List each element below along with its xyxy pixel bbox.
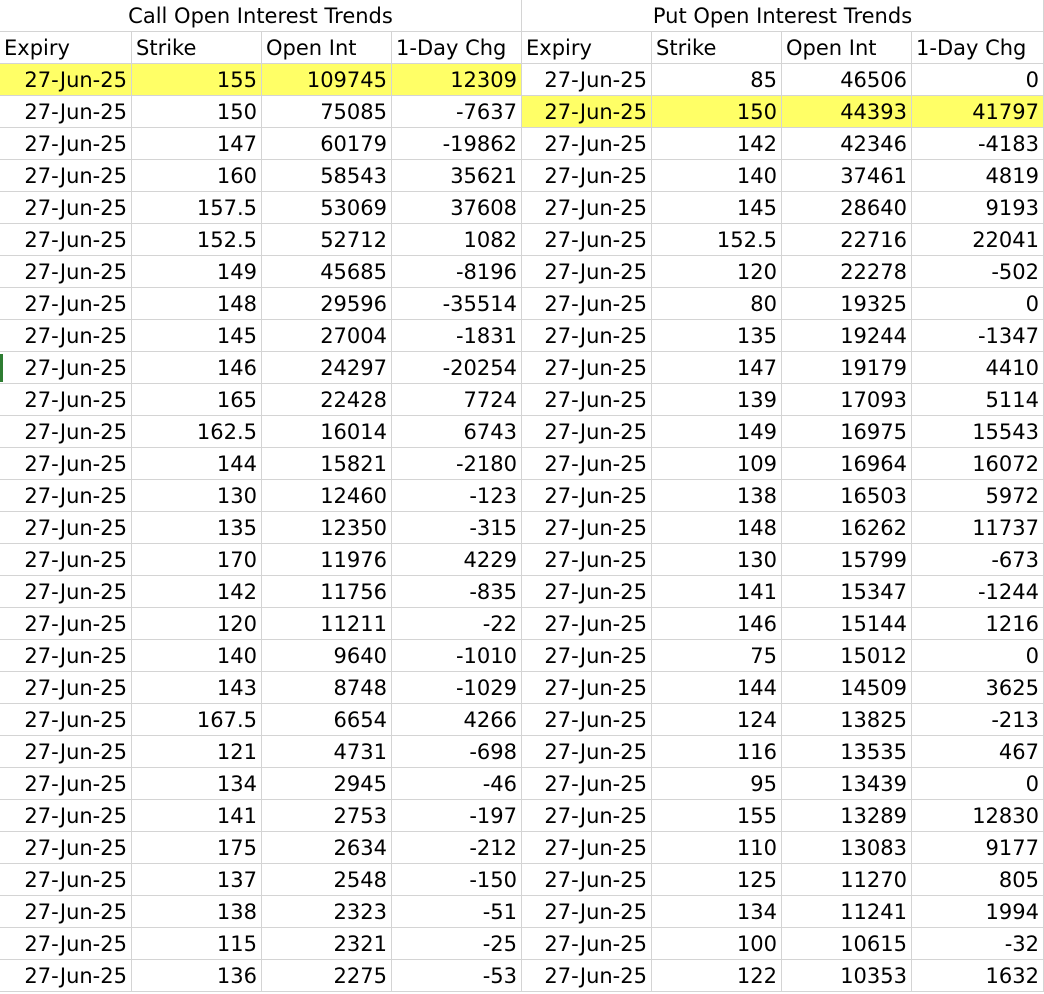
put-strike-cell[interactable]: 150 [652,96,782,128]
call-strike-cell[interactable]: 167.5 [132,704,262,736]
put-strike-cell[interactable]: 110 [652,832,782,864]
call-expiry-cell[interactable]: 27-Jun-25 [0,608,132,640]
call-open-int-cell[interactable]: 24297 [262,352,392,384]
put-expiry-cell[interactable]: 27-Jun-25 [522,576,652,608]
call-1-day-chg-cell[interactable]: -20254 [392,352,522,384]
put-1-day-chg-cell[interactable]: 5972 [912,480,1044,512]
put-expiry-cell[interactable]: 27-Jun-25 [522,672,652,704]
put-open-int-cell[interactable]: 13083 [782,832,912,864]
put-open-int-cell[interactable]: 19325 [782,288,912,320]
put-1-day-chg-cell[interactable]: -4183 [912,128,1044,160]
call-expiry-cell[interactable]: 27-Jun-25 [0,224,132,256]
call-open-int-cell[interactable]: 2323 [262,896,392,928]
put-1-day-chg-cell[interactable]: 41797 [912,96,1044,128]
put-open-int-cell[interactable]: 13439 [782,768,912,800]
put-strike-cell[interactable]: 145 [652,192,782,224]
call-expiry-cell[interactable]: 27-Jun-25 [0,96,132,128]
put-open-int-cell[interactable]: 22716 [782,224,912,256]
call-header-expiry[interactable]: Expiry [0,32,132,64]
put-1-day-chg-cell[interactable]: 4819 [912,160,1044,192]
put-open-int-cell[interactable]: 19179 [782,352,912,384]
put-expiry-cell[interactable]: 27-Jun-25 [522,160,652,192]
call-strike-cell[interactable]: 136 [132,960,262,992]
put-strike-cell[interactable]: 147 [652,352,782,384]
call-1-day-chg-cell[interactable]: -19862 [392,128,522,160]
put-strike-cell[interactable]: 146 [652,608,782,640]
call-1-day-chg-cell[interactable]: 7724 [392,384,522,416]
call-strike-cell[interactable]: 135 [132,512,262,544]
put-strike-cell[interactable]: 95 [652,768,782,800]
put-1-day-chg-cell[interactable]: -502 [912,256,1044,288]
call-strike-cell[interactable]: 137 [132,864,262,896]
call-1-day-chg-cell[interactable]: 37608 [392,192,522,224]
put-header-open-int[interactable]: Open Int [782,32,912,64]
call-open-int-cell[interactable]: 15821 [262,448,392,480]
put-expiry-cell[interactable]: 27-Jun-25 [522,800,652,832]
call-open-int-cell[interactable]: 45685 [262,256,392,288]
put-1-day-chg-cell[interactable]: -673 [912,544,1044,576]
call-open-int-cell[interactable]: 2753 [262,800,392,832]
put-strike-cell[interactable]: 80 [652,288,782,320]
call-expiry-cell[interactable]: 27-Jun-25 [0,416,132,448]
put-1-day-chg-cell[interactable]: 3625 [912,672,1044,704]
call-1-day-chg-cell[interactable]: -8196 [392,256,522,288]
put-strike-cell[interactable]: 116 [652,736,782,768]
put-strike-cell[interactable]: 139 [652,384,782,416]
put-header-1-day-chg[interactable]: 1-Day Chg [912,32,1044,64]
put-expiry-cell[interactable]: 27-Jun-25 [522,544,652,576]
put-expiry-cell[interactable]: 27-Jun-25 [522,256,652,288]
put-open-int-cell[interactable]: 42346 [782,128,912,160]
call-expiry-cell[interactable]: 27-Jun-25 [0,480,132,512]
call-strike-cell[interactable]: 144 [132,448,262,480]
put-open-int-cell[interactable]: 13825 [782,704,912,736]
put-1-day-chg-cell[interactable]: 1632 [912,960,1044,992]
call-open-int-cell[interactable]: 29596 [262,288,392,320]
call-expiry-cell[interactable]: 27-Jun-25 [0,800,132,832]
call-open-int-cell[interactable]: 6654 [262,704,392,736]
put-expiry-cell[interactable]: 27-Jun-25 [522,64,652,96]
call-1-day-chg-cell[interactable]: 12309 [392,64,522,96]
call-open-int-cell[interactable]: 9640 [262,640,392,672]
put-open-int-cell[interactable]: 11270 [782,864,912,896]
put-open-int-cell[interactable]: 13289 [782,800,912,832]
put-open-int-cell[interactable]: 28640 [782,192,912,224]
put-strike-cell[interactable]: 155 [652,800,782,832]
put-strike-cell[interactable]: 122 [652,960,782,992]
put-expiry-cell[interactable]: 27-Jun-25 [522,480,652,512]
call-open-int-cell[interactable]: 2634 [262,832,392,864]
call-expiry-cell[interactable]: 27-Jun-25 [0,64,132,96]
put-open-int-cell[interactable]: 13535 [782,736,912,768]
call-open-int-cell[interactable]: 58543 [262,160,392,192]
put-expiry-cell[interactable]: 27-Jun-25 [522,416,652,448]
call-expiry-cell[interactable]: 27-Jun-25 [0,384,132,416]
put-open-int-cell[interactable]: 16975 [782,416,912,448]
call-header-1-day-chg[interactable]: 1-Day Chg [392,32,522,64]
call-strike-cell[interactable]: 120 [132,608,262,640]
put-1-day-chg-cell[interactable]: -213 [912,704,1044,736]
call-1-day-chg-cell[interactable]: -212 [392,832,522,864]
put-strike-cell[interactable]: 140 [652,160,782,192]
call-open-int-cell[interactable]: 4731 [262,736,392,768]
call-open-int-cell[interactable]: 16014 [262,416,392,448]
call-expiry-cell[interactable]: 27-Jun-25 [0,864,132,896]
call-strike-cell[interactable]: 146 [132,352,262,384]
call-expiry-cell[interactable]: 27-Jun-25 [0,256,132,288]
put-1-day-chg-cell[interactable]: 9177 [912,832,1044,864]
call-header-open-int[interactable]: Open Int [262,32,392,64]
put-1-day-chg-cell[interactable]: 4410 [912,352,1044,384]
put-expiry-cell[interactable]: 27-Jun-25 [522,640,652,672]
call-1-day-chg-cell[interactable]: -698 [392,736,522,768]
put-strike-cell[interactable]: 100 [652,928,782,960]
call-strike-cell[interactable]: 162.5 [132,416,262,448]
call-1-day-chg-cell[interactable]: -835 [392,576,522,608]
call-open-int-cell[interactable]: 12350 [262,512,392,544]
call-open-int-cell[interactable]: 8748 [262,672,392,704]
put-strike-cell[interactable]: 125 [652,864,782,896]
put-open-int-cell[interactable]: 15144 [782,608,912,640]
call-open-int-cell[interactable]: 27004 [262,320,392,352]
put-1-day-chg-cell[interactable]: 1216 [912,608,1044,640]
call-1-day-chg-cell[interactable]: 4266 [392,704,522,736]
call-strike-cell[interactable]: 152.5 [132,224,262,256]
put-1-day-chg-cell[interactable]: 11737 [912,512,1044,544]
put-expiry-cell[interactable]: 27-Jun-25 [522,192,652,224]
call-expiry-cell[interactable]: 27-Jun-25 [0,352,132,384]
call-expiry-cell[interactable]: 27-Jun-25 [0,768,132,800]
put-expiry-cell[interactable]: 27-Jun-25 [522,960,652,992]
put-1-day-chg-cell[interactable]: 0 [912,64,1044,96]
put-open-int-cell[interactable]: 15012 [782,640,912,672]
put-strike-cell[interactable]: 142 [652,128,782,160]
call-1-day-chg-cell[interactable]: 4229 [392,544,522,576]
call-open-int-cell[interactable]: 109745 [262,64,392,96]
put-open-int-cell[interactable]: 10353 [782,960,912,992]
put-strike-cell[interactable]: 148 [652,512,782,544]
call-open-int-cell[interactable]: 11976 [262,544,392,576]
call-open-int-cell[interactable]: 11756 [262,576,392,608]
call-open-int-cell[interactable]: 53069 [262,192,392,224]
put-strike-cell[interactable]: 134 [652,896,782,928]
call-strike-cell[interactable]: 130 [132,480,262,512]
put-strike-cell[interactable]: 120 [652,256,782,288]
put-1-day-chg-cell[interactable]: 16072 [912,448,1044,480]
put-strike-cell[interactable]: 109 [652,448,782,480]
put-1-day-chg-cell[interactable]: 15543 [912,416,1044,448]
put-expiry-cell[interactable]: 27-Jun-25 [522,608,652,640]
call-1-day-chg-cell[interactable]: 6743 [392,416,522,448]
put-strike-cell[interactable]: 130 [652,544,782,576]
put-strike-cell[interactable]: 144 [652,672,782,704]
call-strike-cell[interactable]: 149 [132,256,262,288]
call-expiry-cell[interactable]: 27-Jun-25 [0,544,132,576]
call-strike-cell[interactable]: 150 [132,96,262,128]
call-expiry-cell[interactable]: 27-Jun-25 [0,896,132,928]
put-strike-cell[interactable]: 124 [652,704,782,736]
call-1-day-chg-cell[interactable]: -53 [392,960,522,992]
row-marker [0,354,3,382]
call-expiry-cell[interactable]: 27-Jun-25 [0,960,132,992]
put-open-int-cell[interactable]: 37461 [782,160,912,192]
put-expiry-cell[interactable]: 27-Jun-25 [522,288,652,320]
call-expiry-cell[interactable]: 27-Jun-25 [0,160,132,192]
put-open-int-cell[interactable]: 44393 [782,96,912,128]
call-open-int-cell[interactable]: 2548 [262,864,392,896]
put-strike-cell[interactable]: 75 [652,640,782,672]
call-open-int-cell[interactable]: 60179 [262,128,392,160]
put-open-int-cell[interactable]: 15347 [782,576,912,608]
put-expiry-cell[interactable]: 27-Jun-25 [522,448,652,480]
put-strike-cell[interactable]: 85 [652,64,782,96]
put-1-day-chg-cell[interactable]: -1244 [912,576,1044,608]
call-open-int-cell[interactable]: 52712 [262,224,392,256]
call-expiry-cell[interactable]: 27-Jun-25 [0,448,132,480]
put-open-int-cell[interactable]: 16964 [782,448,912,480]
put-1-day-chg-cell[interactable]: -32 [912,928,1044,960]
call-strike-cell[interactable]: 175 [132,832,262,864]
put-open-int-cell[interactable]: 16503 [782,480,912,512]
call-strike-cell[interactable]: 145 [132,320,262,352]
put-1-day-chg-cell[interactable]: 467 [912,736,1044,768]
call-strike-cell[interactable]: 160 [132,160,262,192]
put-expiry-cell[interactable]: 27-Jun-25 [522,320,652,352]
put-expiry-cell[interactable]: 27-Jun-25 [522,832,652,864]
put-1-day-chg-cell[interactable]: 805 [912,864,1044,896]
call-expiry-cell[interactable]: 27-Jun-25 [0,288,132,320]
call-1-day-chg-cell[interactable]: 35621 [392,160,522,192]
call-1-day-chg-cell[interactable]: 1082 [392,224,522,256]
put-open-int-cell[interactable]: 16262 [782,512,912,544]
call-strike-cell[interactable]: 165 [132,384,262,416]
call-strike-cell[interactable]: 138 [132,896,262,928]
call-1-day-chg-cell[interactable]: -51 [392,896,522,928]
call-expiry-cell[interactable]: 27-Jun-25 [0,640,132,672]
put-expiry-cell[interactable]: 27-Jun-25 [522,896,652,928]
call-open-int-cell[interactable]: 2945 [262,768,392,800]
call-strike-cell[interactable]: 115 [132,928,262,960]
call-1-day-chg-cell[interactable]: -35514 [392,288,522,320]
call-1-day-chg-cell[interactable]: -25 [392,928,522,960]
put-open-int-cell[interactable]: 11241 [782,896,912,928]
call-open-int-cell[interactable]: 2321 [262,928,392,960]
call-expiry-cell[interactable]: 27-Jun-25 [0,928,132,960]
call-1-day-chg-cell[interactable]: -1010 [392,640,522,672]
call-strike-cell[interactable]: 148 [132,288,262,320]
call-strike-cell[interactable]: 155 [132,64,262,96]
call-strike-cell[interactable]: 142 [132,576,262,608]
put-open-int-cell[interactable]: 22278 [782,256,912,288]
put-expiry-cell[interactable]: 27-Jun-25 [522,512,652,544]
call-expiry-cell[interactable]: 27-Jun-25 [0,128,132,160]
call-expiry-cell[interactable]: 27-Jun-25 [0,704,132,736]
put-expiry-cell[interactable]: 27-Jun-25 [522,352,652,384]
call-strike-cell[interactable]: 121 [132,736,262,768]
put-expiry-cell[interactable]: 27-Jun-25 [522,384,652,416]
put-1-day-chg-cell[interactable]: 5114 [912,384,1044,416]
call-expiry-cell[interactable]: 27-Jun-25 [0,672,132,704]
put-open-int-cell[interactable]: 10615 [782,928,912,960]
call-1-day-chg-cell[interactable]: -7637 [392,96,522,128]
call-open-int-cell[interactable]: 12460 [262,480,392,512]
put-header-strike[interactable]: Strike [652,32,782,64]
put-expiry-cell[interactable]: 27-Jun-25 [522,224,652,256]
call-open-int-cell[interactable]: 2275 [262,960,392,992]
call-expiry-cell[interactable]: 27-Jun-25 [0,736,132,768]
call-strike-cell[interactable]: 147 [132,128,262,160]
call-strike-cell[interactable]: 134 [132,768,262,800]
call-strike-cell[interactable]: 170 [132,544,262,576]
put-open-int-cell[interactable]: 19244 [782,320,912,352]
call-1-day-chg-cell[interactable]: -1029 [392,672,522,704]
call-strike-cell[interactable]: 157.5 [132,192,262,224]
put-open-int-cell[interactable]: 15799 [782,544,912,576]
put-header-expiry[interactable]: Expiry [522,32,652,64]
put-1-day-chg-cell[interactable]: 22041 [912,224,1044,256]
put-open-int-cell[interactable]: 46506 [782,64,912,96]
call-expiry-cell[interactable]: 27-Jun-25 [0,576,132,608]
call-open-int-cell[interactable]: 11211 [262,608,392,640]
put-expiry-cell[interactable]: 27-Jun-25 [522,768,652,800]
call-1-day-chg-cell[interactable]: -315 [392,512,522,544]
call-1-day-chg-cell[interactable]: -123 [392,480,522,512]
put-strike-cell[interactable]: 135 [652,320,782,352]
call-1-day-chg-cell[interactable]: -197 [392,800,522,832]
call-expiry-cell[interactable]: 27-Jun-25 [0,192,132,224]
put-1-day-chg-cell[interactable]: 0 [912,288,1044,320]
call-strike-cell[interactable]: 141 [132,800,262,832]
put-1-day-chg-cell[interactable]: 0 [912,768,1044,800]
call-strike-cell[interactable]: 140 [132,640,262,672]
put-1-day-chg-cell[interactable]: -1347 [912,320,1044,352]
put-expiry-cell[interactable]: 27-Jun-25 [522,736,652,768]
call-section-title[interactable]: Call Open Interest Trends [0,0,522,32]
put-expiry-cell[interactable]: 27-Jun-25 [522,864,652,896]
put-section-title[interactable]: Put Open Interest Trends [522,0,1044,32]
put-1-day-chg-cell[interactable]: 0 [912,640,1044,672]
call-open-int-cell[interactable]: 75085 [262,96,392,128]
call-1-day-chg-cell[interactable]: -150 [392,864,522,896]
put-1-day-chg-cell[interactable]: 1994 [912,896,1044,928]
put-strike-cell[interactable]: 141 [652,576,782,608]
put-1-day-chg-cell[interactable]: 12830 [912,800,1044,832]
put-expiry-cell[interactable]: 27-Jun-25 [522,928,652,960]
put-expiry-cell[interactable]: 27-Jun-25 [522,128,652,160]
put-open-int-cell[interactable]: 17093 [782,384,912,416]
call-strike-cell[interactable]: 143 [132,672,262,704]
call-expiry-cell[interactable]: 27-Jun-25 [0,320,132,352]
call-1-day-chg-cell[interactable]: -1831 [392,320,522,352]
call-expiry-cell[interactable]: 27-Jun-25 [0,832,132,864]
put-strike-cell[interactable]: 138 [652,480,782,512]
put-open-int-cell[interactable]: 14509 [782,672,912,704]
call-header-strike[interactable]: Strike [132,32,262,64]
put-1-day-chg-cell[interactable]: 9193 [912,192,1044,224]
call-1-day-chg-cell[interactable]: -22 [392,608,522,640]
put-strike-cell[interactable]: 152.5 [652,224,782,256]
put-strike-cell[interactable]: 149 [652,416,782,448]
call-open-int-cell[interactable]: 22428 [262,384,392,416]
put-expiry-cell[interactable]: 27-Jun-25 [522,96,652,128]
call-1-day-chg-cell[interactable]: -46 [392,768,522,800]
call-1-day-chg-cell[interactable]: -2180 [392,448,522,480]
put-expiry-cell[interactable]: 27-Jun-25 [522,704,652,736]
call-expiry-cell[interactable]: 27-Jun-25 [0,512,132,544]
